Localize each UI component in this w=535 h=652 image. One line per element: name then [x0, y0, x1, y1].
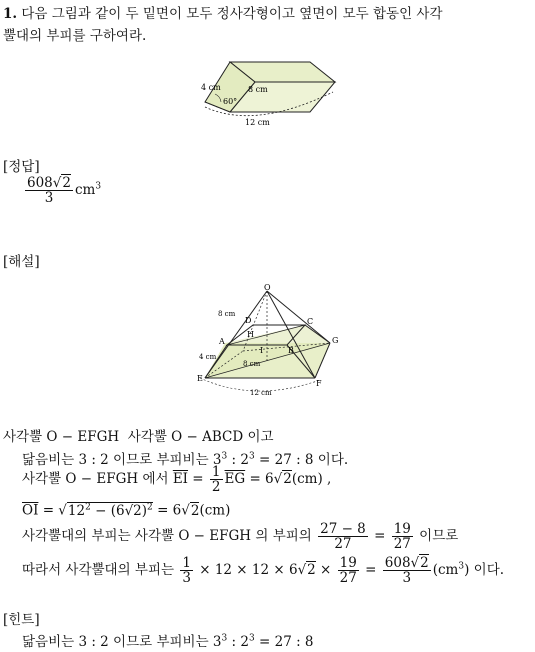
- pyramid-figure-2: [195, 283, 345, 398]
- fig2-bottom-label: 12 cm: [250, 389, 272, 397]
- label-H: H: [247, 330, 254, 339]
- question-number: 1.: [3, 6, 18, 22]
- fig2-edge-label: 4 cm: [199, 353, 217, 361]
- answer-unit: cm: [74, 182, 96, 199]
- label-A: A: [219, 337, 225, 346]
- label-G: G: [332, 336, 339, 345]
- question-line-1: [3, 2, 443, 22]
- label-B: B: [288, 346, 294, 355]
- fig2-mid-label: 8 cm: [243, 360, 261, 368]
- solution-line-5: 사각뿔대의 부피는 사각뿔 O − EFGH 의 부피의 $\frac{27 - 8}{27}$ = $\frac{19}{27}$ 이므로: [22, 521, 459, 553]
- answer-label: [정답]: [3, 159, 40, 175]
- fig2-slant-label: 8 cm: [218, 310, 236, 318]
- answer-value: $\frac{608√2}{3}$ $cm^3$: [27, 175, 102, 207]
- solution-label: [해설]: [3, 254, 40, 270]
- fig1-edge-label: 4 cm: [201, 83, 221, 92]
- label-O: O: [264, 283, 271, 292]
- label-I: I: [260, 346, 264, 355]
- fig1-top-label: 8 cm: [248, 85, 268, 94]
- hint-label: [힌트]: [3, 612, 40, 628]
- label-C: C: [307, 317, 314, 326]
- fig1-bottom-label: 12 cm: [245, 118, 270, 127]
- fig1-angle-label: 60°: [223, 97, 238, 106]
- solution-line-1: 사각뿔 O − EFGH 사각뿔 O − ABCD 이고: [3, 429, 274, 445]
- label-D: D: [245, 316, 252, 325]
- question-text-1: 다음 그림과 같이 두 밑면이 모두 정사각형이고 옆면이 모두 합동인 사각: [21, 6, 443, 22]
- frustum-figure-1: [195, 52, 340, 132]
- solution-line-6: 따라서 사각뿔대의 부피는 $\frac{1}{3}$ × 12 × 12 × 6√2 × $\frac{19}{27}$ = $\frac{608√2}{3}$ $(cm^3)$ 이다.: [22, 555, 505, 587]
- label-F: F: [316, 379, 322, 388]
- solution-line-2: 닮음비는 3 : 2 이므로 부피비는 $3^3$ : $2^3 = 27$ : 8 이다.: [22, 451, 349, 468]
- hint-text: 닮음비는 3 : 2 이므로 부피비는 $3^3$ : $2^3 = 27$ : 8: [22, 633, 314, 650]
- label-E: E: [197, 374, 203, 383]
- question-text-2: 뿔대의 부피를 구하여라.: [3, 28, 147, 44]
- answer-fraction: $\frac{608√2}{3}$: [27, 175, 71, 207]
- solution-line-4: $\overline{OI} = √12^2 - (6√2)^2 = 6√2(cm)$: [22, 502, 231, 519]
- solution-line-3: 사각뿔 O − EFGH 에서 $\overline{EI}$ = $\frac{1}{2}$ $\overline{EG} = 6√2(cm)$ ,: [22, 464, 332, 496]
